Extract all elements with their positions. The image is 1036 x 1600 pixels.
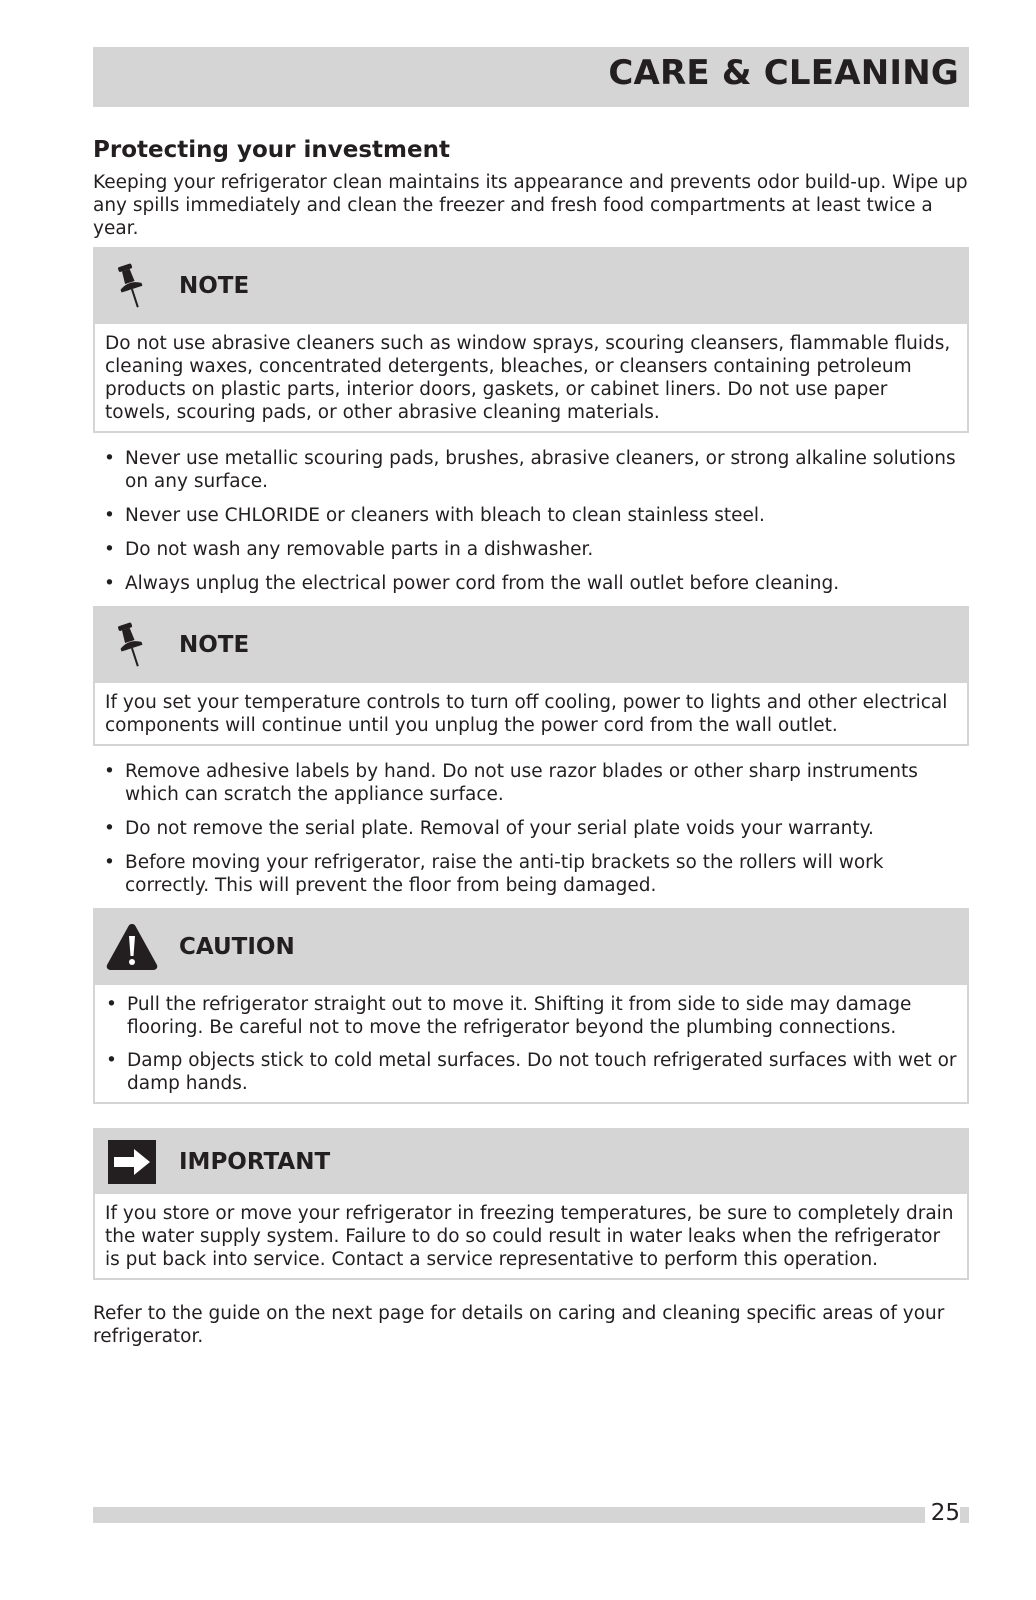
list-item: • Remove adhesive labels by hand. Do not use razor blades or other sharp instruments which can scratch the appliance surface. bbox=[93, 760, 969, 806]
note-box-header bbox=[95, 249, 967, 324]
pushpin-icon bbox=[95, 608, 169, 683]
caution-body bbox=[95, 985, 967, 1102]
note-label: NOTE bbox=[179, 273, 250, 300]
header-title: CARE & CLEANING bbox=[608, 53, 959, 93]
arrow-right-icon bbox=[95, 1130, 169, 1194]
bullet-list-1 bbox=[93, 447, 969, 595]
header-bar bbox=[93, 47, 969, 107]
warning-triangle-icon bbox=[95, 910, 169, 985]
page-number: 25 bbox=[925, 1500, 960, 1526]
list-item: • Do not wash any removable parts in a dishwasher. bbox=[93, 538, 969, 561]
page bbox=[93, 47, 969, 1348]
note-box-2 bbox=[93, 606, 969, 746]
note-box-header bbox=[95, 608, 967, 683]
pushpin-icon bbox=[95, 249, 169, 324]
important-label: IMPORTANT bbox=[179, 1148, 331, 1175]
caution-list bbox=[105, 993, 957, 1095]
note-text: Do not use abrasive cleaners such as window sprays, scouring cleansers, flammable fluids, cleaning waxes, concentrated detergents, bleaches, or cleansers containing petroleum products on plastic parts, interior doors, gaskets, or cabinet liners. Do not use paper towels, scouring pads, or other abrasive cleaning materials. bbox=[105, 332, 951, 423]
section-title: Protecting your investment bbox=[93, 137, 450, 163]
list-item: • Never use CHLORIDE or cleaners with bleach to clean stainless steel. bbox=[93, 504, 969, 527]
important-text: If you store or move your refrigerator in freezing temperatures, be sure to completely drain the water supply system. Failure to do so could result in water leaks when the refrigerator is put back into service. Contact a service representative to perform this operation. bbox=[105, 1202, 954, 1270]
list-item: • Pull the refrigerator straight out to move it. Shifting it from side to side may damage flooring. Be careful not to move the refrigerator beyond the plumbing connections. bbox=[105, 993, 957, 1039]
list-item: • Damp objects stick to cold metal surfaces. Do not touch refrigerated surfaces with wet or damp hands. bbox=[105, 1049, 957, 1095]
list-item: • Always unplug the electrical power cord from the wall outlet before cleaning. bbox=[93, 572, 969, 595]
list-item: • Do not remove the serial plate. Removal of your serial plate voids your warranty. bbox=[93, 817, 969, 840]
intro-paragraph: Keeping your refrigerator clean maintains its appearance and prevents odor build-up. Wipe up any spills immediately and clean the freezer and fresh food compartments at least twice a year. bbox=[93, 171, 968, 239]
closing-paragraph: Refer to the guide on the next page for details on caring and cleaning specific areas of your refrigerator. bbox=[93, 1302, 945, 1347]
caution-box-header bbox=[95, 910, 967, 985]
note-label: NOTE bbox=[179, 632, 250, 659]
footer-bar bbox=[93, 1507, 969, 1523]
important-box-header bbox=[95, 1130, 967, 1194]
bullet-list-2 bbox=[93, 760, 969, 897]
important-box bbox=[93, 1128, 969, 1280]
caution-label: CAUTION bbox=[179, 934, 295, 961]
note-text: If you set your temperature controls to turn off cooling, power to lights and other electrical components will continue until you unplug the power cord from the wall outlet. bbox=[105, 691, 948, 736]
note-box-1 bbox=[93, 247, 969, 433]
caution-box bbox=[93, 908, 969, 1104]
list-item: • Before moving your refrigerator, raise the anti-tip brackets so the rollers will work correctly. This will prevent the floor from being damaged. bbox=[93, 851, 969, 897]
list-item: • Never use metallic scouring pads, brushes, abrasive cleaners, or strong alkaline solutions on any surface. bbox=[93, 447, 969, 493]
